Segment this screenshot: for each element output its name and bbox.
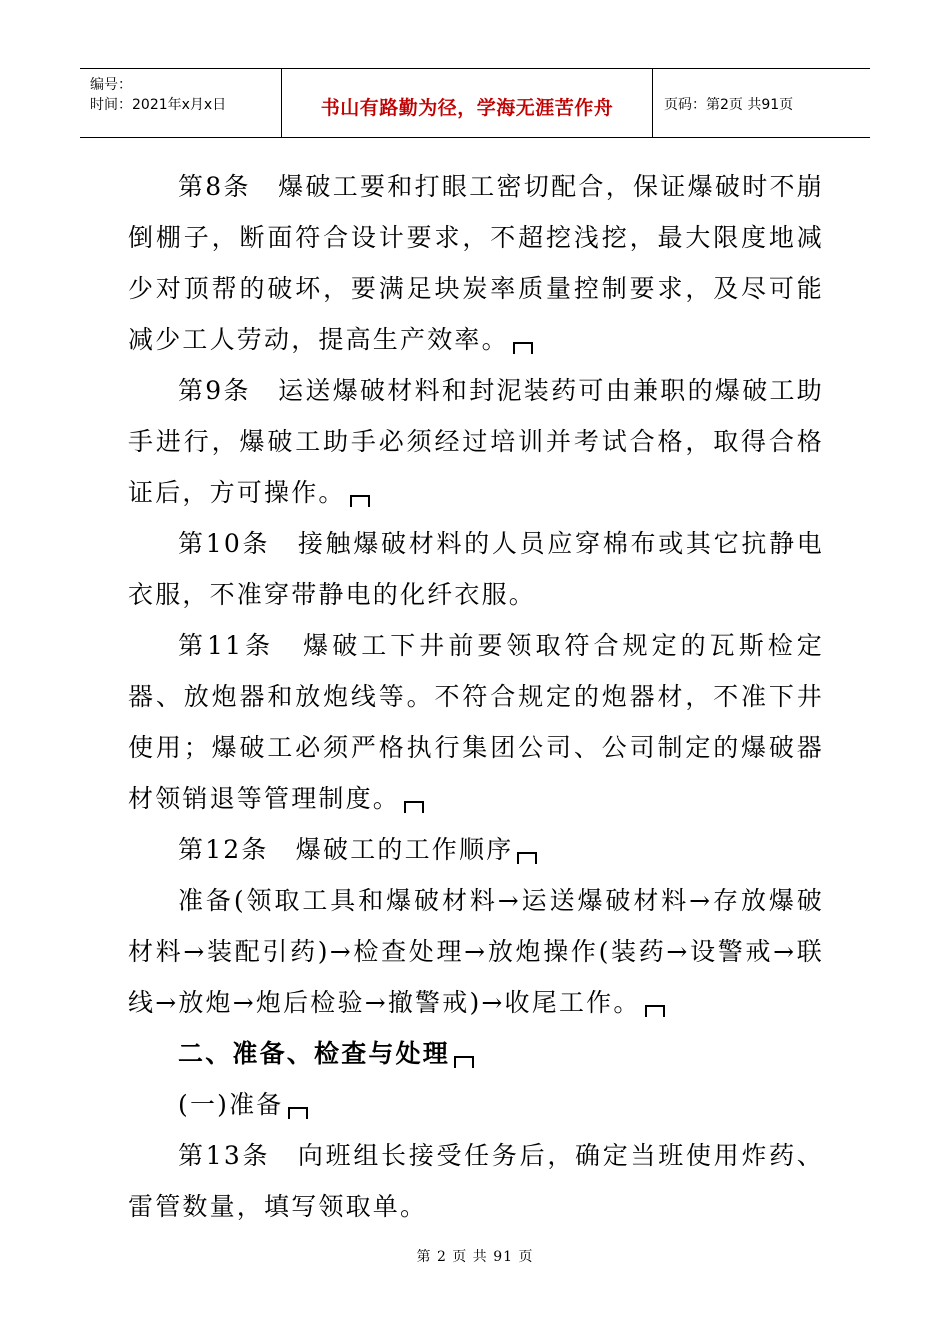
subsection-heading	[128, 1079, 824, 1130]
article-13-text: 第13条 向班组长接受任务后，确定当班使用炸药、雷管数量，填写领取单。	[128, 1141, 824, 1221]
page-footer: 第 2 页 共 91 页	[416, 1249, 534, 1265]
paragraph-mark-icon	[517, 852, 537, 864]
section-heading-text: 二、准备、检查与处理	[178, 1039, 451, 1068]
paragraph-mark-icon	[645, 1005, 665, 1017]
paragraph-mark-icon	[454, 1056, 474, 1068]
paragraph-mark-icon	[288, 1107, 308, 1119]
work-sequence	[128, 875, 824, 1028]
article-9	[128, 365, 824, 518]
paragraph-mark-icon	[350, 495, 370, 507]
article-12	[128, 824, 824, 875]
article-8	[128, 161, 824, 365]
article-11-text: 第11条 爆破工下井前要领取符合规定的瓦斯检定器、放炮器和放炮线等。不符合规定的炮器材，不准下井使用；爆破工必须严格执行集团公司、公司制定的爆破器材领销退等管理制度。	[128, 631, 824, 813]
header-table	[80, 68, 870, 138]
article-13	[128, 1130, 824, 1232]
subsection-heading-text: (一)准备	[178, 1090, 284, 1119]
document-body	[128, 161, 824, 1232]
article-9-text: 第9条 运送爆破材料和封泥装药可由兼职的爆破工助手进行，爆破工助手必须经过培训并考试合格，取得合格证后，方可操作。	[128, 376, 824, 507]
header-motto: 书山有路勤为径，学海无涯苦作舟	[320, 97, 614, 119]
paragraph-mark-icon	[513, 342, 533, 354]
header-meta	[90, 75, 226, 115]
header-divider	[652, 69, 653, 137]
date-label: 时间：2021年x月x日	[90, 97, 227, 113]
number-label: 编号：	[90, 77, 132, 93]
paragraph-mark-icon	[404, 801, 424, 813]
section-heading	[128, 1028, 824, 1079]
article-10-text: 第10条 接触爆破材料的人员应穿棉布或其它抗静电衣服，不准穿带静电的化纤衣服。	[128, 529, 824, 609]
article-8-text: 第8条 爆破工要和打眼工密切配合，保证爆破时不崩倒棚子，断面符合设计要求，不超挖浅挖，最大限度地减少对顶帮的破坏，要满足块炭率质量控制要求，及尽可能减少工人劳动，提高生产效率。	[128, 172, 824, 354]
article-11	[128, 620, 824, 824]
article-12-text: 第12条 爆破工的工作顺序	[178, 835, 514, 864]
article-10	[128, 518, 824, 620]
header-page-info: 页码：第2页 共91页	[664, 97, 794, 113]
work-sequence-text: 准备(领取工具和爆破材料→运送爆破材料→存放爆破材料→装配引药)→检查处理→放炮操作(装药→设警戒→联线→放炮→炮后检验→撤警戒)→收尾工作。	[128, 886, 824, 1017]
